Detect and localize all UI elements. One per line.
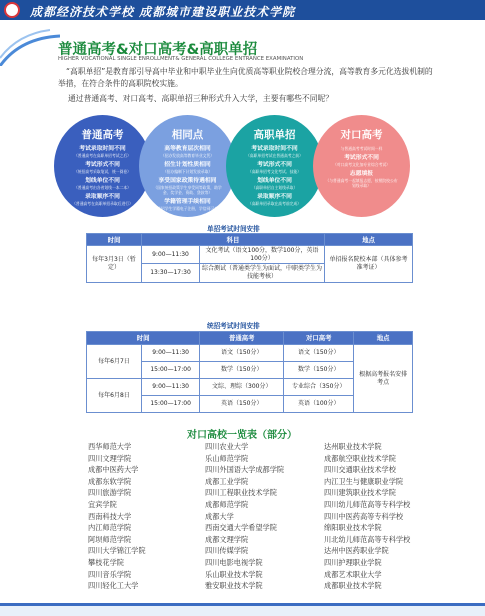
- college-list-item: 四川旅游学院: [88, 488, 132, 498]
- table-cell-normal: 文综、理综（300分）: [200, 379, 284, 396]
- circle-item-note: （招办编制下计划发放录取）: [162, 169, 213, 174]
- circle-item-heading: 录取顺序不同: [85, 194, 120, 200]
- table-cell-normal: 英语（150分）: [200, 396, 284, 413]
- table-header: 时间: [87, 332, 200, 345]
- college-list-item: 阿坝师范学院: [88, 534, 132, 544]
- college-list-item: 四川电影电视学院: [205, 557, 263, 567]
- single-schedule-table: [86, 233, 413, 283]
- college-list-column-3: [324, 441, 410, 592]
- circle-item-note: （统招学生学籍电子注册，学信网可查）: [153, 206, 222, 211]
- table-header: 地点: [325, 234, 413, 246]
- college-list-item: 四川工程职业技术学院: [205, 488, 277, 498]
- college-list-item: 成都东软学院: [88, 476, 132, 486]
- circle-similarities: [139, 115, 236, 217]
- college-list-item: 四川外国语大学成都学院: [205, 465, 285, 475]
- college-list-item: 四川文理学院: [88, 453, 132, 463]
- college-list-item: 四川护理职业学院: [324, 557, 382, 567]
- college-list-item: 成都中医药大学: [88, 465, 139, 475]
- page-subtitle: HIGHER VOCATIONAL SINGLE ENROLLMENT& GENERAL COLLEGE ENTRANCE EXAMINATION: [58, 56, 304, 62]
- college-list-item: 四川建筑职业技术学院: [324, 488, 396, 498]
- table-cell-date: 每年6月8日: [87, 379, 142, 413]
- table-cell-time: 15:00—17:00: [142, 362, 200, 379]
- college-list-item: 乐山职业技术学院: [205, 569, 263, 579]
- circle-item-heading: 招生计划性质相同: [164, 162, 211, 168]
- college-list-item: 内江师范学院: [88, 523, 132, 533]
- circle-title: 高职单招: [253, 129, 296, 141]
- unified-schedule-title: 统招考试时间安排: [207, 322, 260, 330]
- college-list-item: 四川中医药高等专科学校: [324, 511, 404, 521]
- college-list-item: 四川传媒学院: [205, 546, 249, 556]
- intro-question: 通过普通高考、对口高考、高职单招三种形式升入大学，主要有哪些不同呢？: [68, 94, 334, 103]
- college-list-item: 攀枝花学院: [88, 557, 124, 567]
- circle-normal-exam: [54, 115, 151, 217]
- table-cell-time: 9:00—11:30: [142, 379, 200, 396]
- table-header: 科目: [142, 234, 325, 246]
- table-cell-time: 13:30—17:30: [142, 264, 200, 283]
- college-list-item: 四川音乐学院: [88, 569, 132, 579]
- college-list-item: 成都航空职业技术学院: [324, 453, 396, 463]
- circle-item-note: （与普通高考一起填报志愿，按照院校公布划线录取）: [325, 178, 398, 188]
- college-list-item: 四川农业大学: [205, 442, 249, 451]
- college-list-item: 成都艺术职业大学: [324, 569, 382, 579]
- page-title: 普通高考&对口高考&高职单招: [58, 42, 258, 58]
- college-list-item: 达州职业技术学院: [324, 442, 382, 451]
- college-list-item: 内江卫生与健康职业学院: [324, 476, 404, 486]
- table-cell-time: 15:00—17:00: [142, 396, 200, 413]
- school-name: 成都经济技术学校 成都城市建设职业技术学院: [30, 5, 296, 19]
- college-list-column-2: [205, 441, 284, 592]
- decoration-swoosh-icon: [0, 28, 60, 66]
- college-list-item: 四川幼儿师范高等专科学校: [324, 499, 411, 509]
- school-logo-icon: [4, 2, 20, 18]
- circle-item-note: （普通高考在高职单招考试之后）: [74, 153, 131, 158]
- table-cell-subject: 综合测试（普通类学生为面试，中职类学生为技能考核）: [200, 264, 325, 283]
- circle-item-heading: 录取顺序不同: [257, 194, 292, 200]
- college-list-item: 四川交通职业技术学校: [324, 465, 396, 475]
- table-cell-time: 9:00—11:30: [142, 345, 200, 362]
- circle-item-note: （高职单招考文化考试、技能）: [247, 169, 302, 174]
- unified-schedule-table: [86, 331, 413, 413]
- circle-item-note: （高职单招录取在高考前完成）: [247, 201, 302, 206]
- table-cell-time: 9:00—11:30: [142, 246, 200, 264]
- table-cell-duikou: 英语（100分）: [284, 396, 354, 413]
- circle-item-heading: 志愿填报: [349, 171, 374, 177]
- college-list-item: 西华师范大学: [88, 442, 132, 451]
- circle-item-heading: 考试录取时间不同: [251, 146, 298, 152]
- circle-item-heading: 享受国家政策待遇相同: [158, 178, 217, 184]
- college-list-item: 成都文理学院: [205, 534, 249, 544]
- table-cell-duikou: 数学（150分）: [284, 362, 354, 379]
- circle-item-heading: 划线单位不同: [85, 178, 120, 184]
- table-cell-normal: 语文（150分）: [200, 345, 284, 362]
- college-list-item: 西南科技大学: [88, 511, 132, 521]
- college-list-column-1: [88, 441, 146, 592]
- college-list-item: 成都工业学院: [205, 476, 249, 486]
- table-header: 时间: [87, 234, 142, 246]
- intro-paragraph: “高职单招”是教育部引导高中毕业和中职毕业生向优质高等职业院校合理分流，高等教育多元化选拔机制的举措，在符合条件的高职院校实施。: [58, 67, 433, 88]
- college-list-item: 西南交通大学希望学院: [205, 523, 277, 533]
- college-list-item: 四川轻化工大学: [88, 581, 139, 591]
- circle-item-heading: 学籍管理手续相同: [164, 199, 211, 205]
- table-header: 对口高考: [284, 332, 354, 345]
- circle-item-heading: 考试录取时间不同: [79, 146, 126, 152]
- table-cell-subject: 文化考试（语文100分，数学100分，英语100分）: [200, 246, 325, 264]
- college-list-item: 乐山师范学院: [205, 453, 249, 463]
- table-cell-date: 每年6月7日: [87, 345, 142, 379]
- college-list-item: 雅安职业技术学院: [205, 581, 263, 591]
- circle-item-note: （高职单招自主划线录取）: [251, 185, 298, 190]
- circle-item-heading: 划线单位不同: [257, 178, 292, 184]
- circle-item-note: （对口高考文化加专业综合考试）: [333, 162, 390, 167]
- college-list-item: 成都大学: [205, 511, 234, 521]
- bottom-strip: [0, 606, 485, 616]
- circle-item-note: （普通高考在高职单招录取后进行）: [72, 201, 133, 206]
- college-list-item: 川北幼儿师范高等专科学校: [324, 534, 411, 544]
- circle-item-note: （统招高考采取笔试，统一阅卷）: [74, 169, 131, 174]
- table-header: 普通高考: [200, 332, 284, 345]
- table-header: 地点: [354, 332, 413, 345]
- circle-duikou-exam: [313, 115, 410, 217]
- circle-item-note: （高职单招考试在普通高考之前）: [246, 153, 303, 158]
- circle-item-heading: 高等教育层次相同: [164, 146, 211, 152]
- circle-item-note: （招办发放高等教育毕业文凭）: [160, 153, 215, 158]
- college-list-item: 成都师范学院: [205, 499, 249, 509]
- college-list-item: 成都职业技术学院: [324, 581, 382, 591]
- circle-item-heading: 考试形式不同: [85, 162, 120, 168]
- circle-single-enrollment: [226, 115, 323, 217]
- table-cell-location: 单招报名院校本部（具体参考准考证）: [325, 246, 413, 283]
- circle-item-heading: 考试形式不同: [257, 162, 292, 168]
- table-cell-duikou: 语文（150分）: [284, 345, 354, 362]
- table-cell-duikou: 专业综合（350分）: [284, 379, 354, 396]
- college-list-item: 绵阳职业技术学院: [324, 523, 382, 533]
- college-list-item: 四川大学锦江学院: [88, 546, 146, 556]
- circle-item-note: （国家统招政策学生享受同等政策，助学金、奖学金、资助、贷款等）: [153, 185, 222, 195]
- circle-title: 相同点: [171, 129, 204, 141]
- college-list-item: 宜宾学院: [88, 499, 117, 509]
- header-bar: [0, 0, 485, 20]
- circle-item-note: 与普通高考考试时间一样: [340, 146, 383, 151]
- college-list-item: 达州中医药职业学院: [324, 546, 389, 556]
- circle-item-heading: 考试形式不同: [344, 155, 379, 161]
- table-cell-location: 根据高考报名安排考点: [354, 345, 413, 413]
- circle-title: 对口高考: [340, 129, 383, 141]
- circle-title: 普通高考: [81, 129, 124, 141]
- circle-item-note: （普通高考由各省划线一本二本）: [74, 185, 131, 190]
- college-list-title: 对口高校一览表（部分）: [187, 430, 297, 441]
- table-cell-normal: 数学（150分）: [200, 362, 284, 379]
- single-schedule-title: 单招考试时间安排: [207, 225, 260, 233]
- table-cell-date: 每年3月3日（暂定）: [87, 246, 142, 283]
